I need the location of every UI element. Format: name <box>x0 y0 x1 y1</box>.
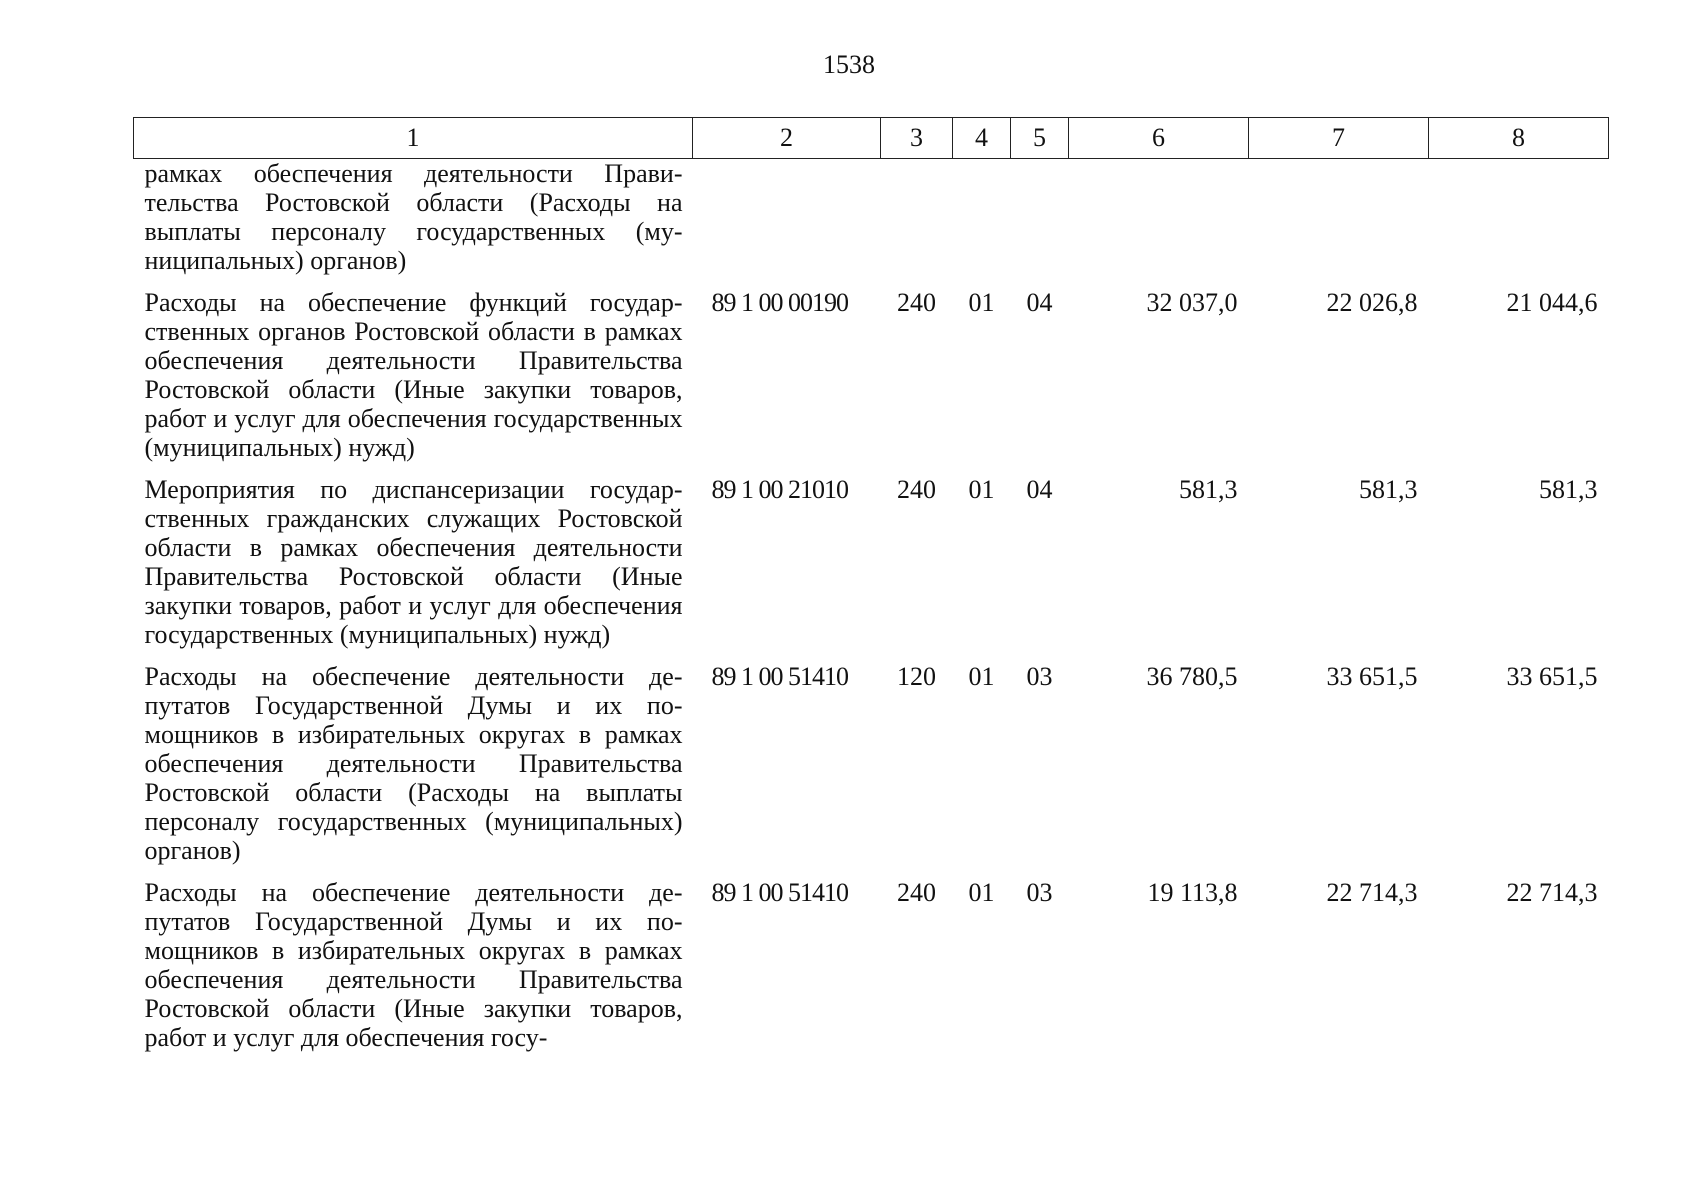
table-row <box>134 475 1609 662</box>
amount-column-8 <box>1429 159 1609 289</box>
target-article-code: 89 1 00 51410 <box>711 662 848 691</box>
amount-column-7 <box>1249 159 1429 289</box>
amount-column-6: 36 780,5 <box>1146 662 1238 691</box>
target-article-code: 89 1 00 51410 <box>711 878 848 907</box>
table-row <box>134 159 1609 289</box>
expense-description: Мероприятия по диспансеризации государственных гражданских служащих Ростовской области в рамках обеспечения деятельности Правительства Ростовской области (Иные закупки товаров, работ и услуг для обеспечения государственных (муниципальных) нужд) <box>144 475 683 649</box>
amount-column-8: 33 651,5 <box>1506 662 1598 691</box>
amount-column-6: 32 037,0 <box>1146 288 1238 317</box>
expense-description: рамках обеспечения деятельности Правительства Ростовской области (Расходы на выплаты персоналу государственных (муниципальных) органов) <box>144 159 683 275</box>
table-body <box>134 159 1609 1066</box>
expense-type-code: 240 <box>897 288 936 317</box>
amount-column-6: 581,3 <box>1179 475 1238 504</box>
subsection-code <box>1011 159 1069 289</box>
header-row <box>134 118 1609 159</box>
expense-description: Расходы на обеспечение функций государственных органов Ростовской области в рамках обеспечения деятельности Правительства Ростовской области (Иные закупки товаров, работ и услуг для обеспечения государственных (муниципальных) нужд) <box>144 288 683 462</box>
amount-column-7: 581,3 <box>1359 475 1418 504</box>
expense-type-code <box>881 159 953 289</box>
target-article-code: 89 1 00 00190 <box>711 288 848 317</box>
expense-description: Расходы на обеспечение деятельности депутатов Государственной Думы и их помощников в избирательных округах в рамках обеспечения деятельности Правительства Ростовской области (Иные закупки товаров, работ и услуг для обеспечения госу- <box>144 878 683 1052</box>
table-row <box>134 288 1609 475</box>
amount-column-8: 581,3 <box>1539 475 1598 504</box>
column-header-5: 5 <box>1011 118 1069 159</box>
amount-column-8: 21 044,6 <box>1506 288 1598 317</box>
section-code: 01 <box>968 878 995 907</box>
amount-column-6: 19 113,8 <box>1147 878 1238 907</box>
target-article-code: 89 1 00 21010 <box>711 475 848 504</box>
expense-type-code: 240 <box>897 475 936 504</box>
column-header-3: 3 <box>881 118 953 159</box>
target-article-code <box>693 159 881 289</box>
table-header <box>134 118 1609 159</box>
column-header-4: 4 <box>953 118 1011 159</box>
amount-column-7: 22 026,8 <box>1326 288 1418 317</box>
expense-type-code: 240 <box>897 878 936 907</box>
section-code: 01 <box>968 288 995 317</box>
column-header-1: 1 <box>134 118 693 159</box>
expense-type-code: 120 <box>897 662 936 691</box>
subsection-code: 04 <box>1026 475 1053 504</box>
budget-table <box>133 117 1609 1065</box>
column-header-8: 8 <box>1429 118 1609 159</box>
section-code: 01 <box>968 662 995 691</box>
amount-column-7: 22 714,3 <box>1326 878 1418 907</box>
subsection-code: 04 <box>1026 288 1053 317</box>
column-header-6: 6 <box>1069 118 1249 159</box>
table-row <box>134 878 1609 1065</box>
section-code <box>953 159 1011 289</box>
amount-column-6 <box>1069 159 1249 289</box>
subsection-code: 03 <box>1026 878 1053 907</box>
table-row <box>134 662 1609 878</box>
column-header-7: 7 <box>1249 118 1429 159</box>
column-header-2: 2 <box>693 118 881 159</box>
subsection-code: 03 <box>1026 662 1053 691</box>
page-number: 1538 <box>823 50 875 79</box>
expense-description: Расходы на обеспечение деятельности депутатов Государственной Думы и их помощников в избирательных округах в рамках обеспечения деятельности Правительства Ростовской области (Расходы на выплаты персоналу государственных (муниципальных) органов) <box>144 662 683 865</box>
section-code: 01 <box>968 475 995 504</box>
amount-column-7: 33 651,5 <box>1326 662 1418 691</box>
amount-column-8: 22 714,3 <box>1506 878 1598 907</box>
